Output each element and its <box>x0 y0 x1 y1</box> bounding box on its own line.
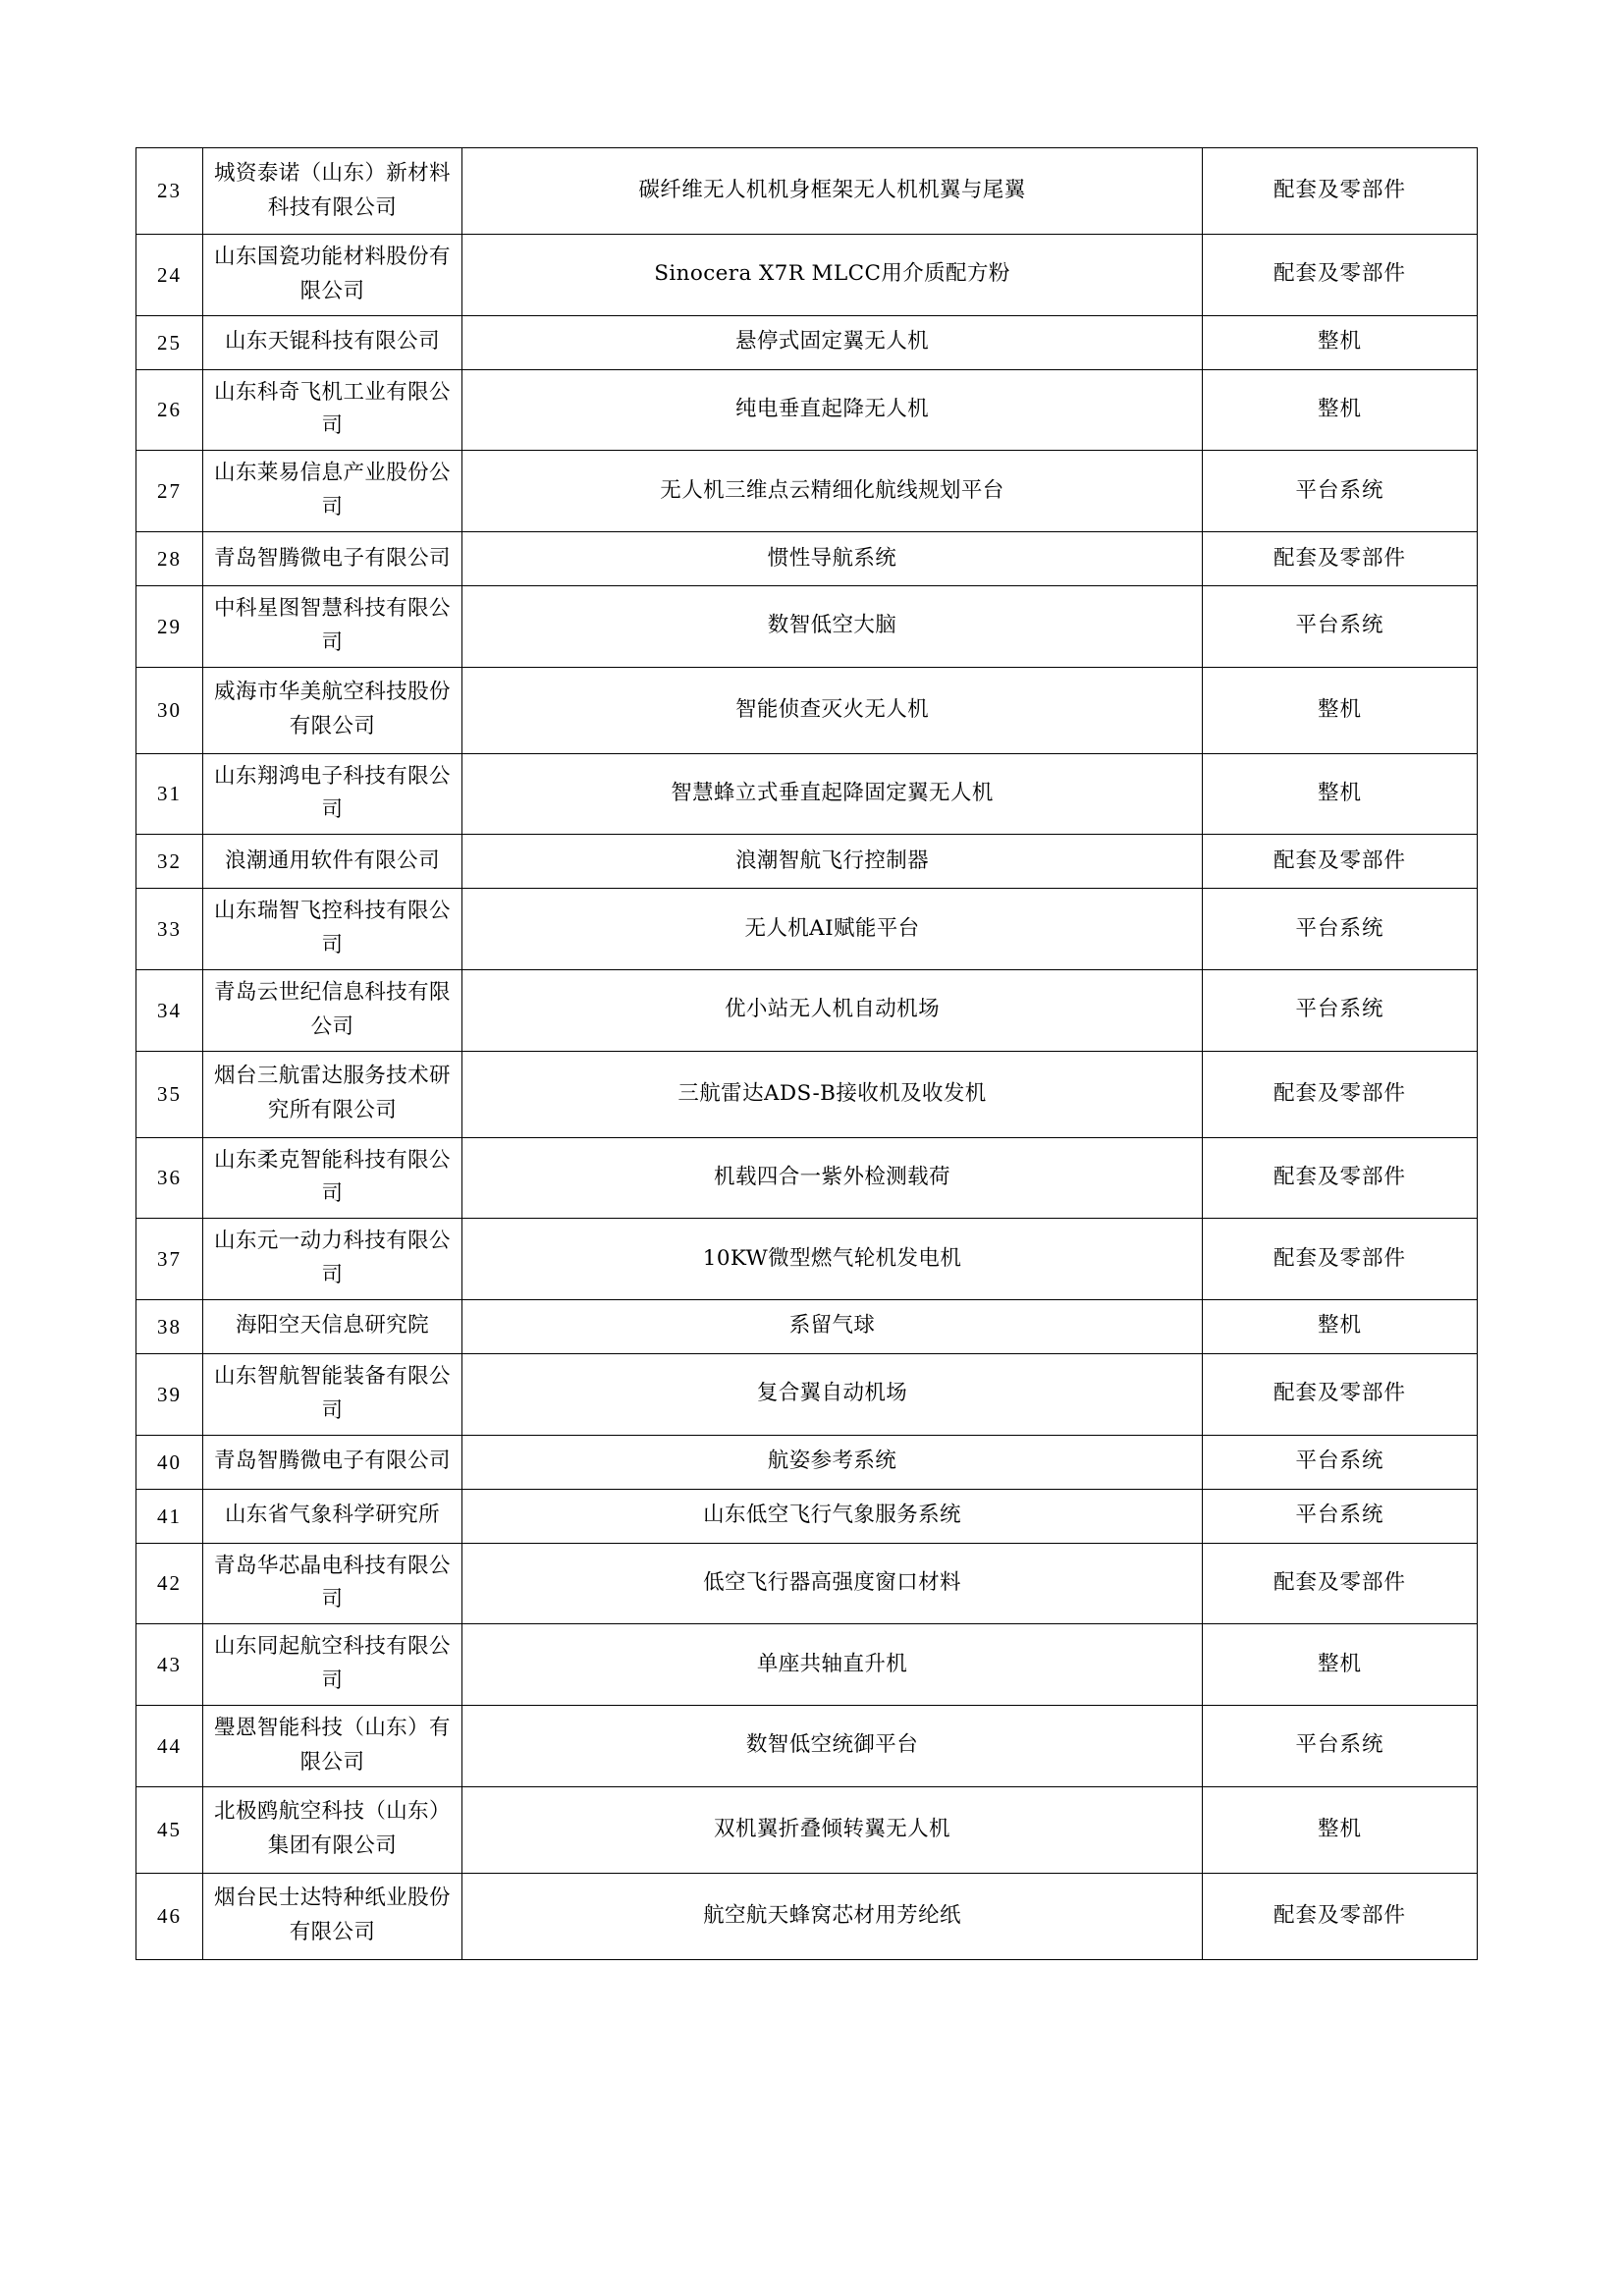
organization-cell: 烟台民士达特种纸业股份有限公司 <box>203 1873 462 1959</box>
row-index-cell: 31 <box>136 753 203 835</box>
product-name-cell: 智能侦查灭火无人机 <box>462 667 1203 753</box>
row-index-cell: 40 <box>136 1435 203 1489</box>
row-index-cell: 45 <box>136 1786 203 1873</box>
product-name-cell: Sinocera X7R MLCC用介质配方粉 <box>462 235 1203 316</box>
organization-cell: 山东省气象科学研究所 <box>203 1489 462 1543</box>
table-row <box>136 1489 1478 1543</box>
row-index-cell: 30 <box>136 667 203 753</box>
product-name-cell: 纯电垂直起降无人机 <box>462 369 1203 451</box>
organization-cell: 山东国瓷功能材料股份有限公司 <box>203 235 462 316</box>
product-name-cell: 浪潮智航飞行控制器 <box>462 835 1203 889</box>
row-index-cell: 32 <box>136 835 203 889</box>
table-row <box>136 835 1478 889</box>
product-category-cell: 配套及零部件 <box>1203 1873 1478 1959</box>
product-name-cell: 惯性导航系统 <box>462 531 1203 585</box>
product-name-cell: 悬停式固定翼无人机 <box>462 315 1203 369</box>
table-row <box>136 1051 1478 1137</box>
product-name-cell: 复合翼自动机场 <box>462 1353 1203 1435</box>
organization-cell: 青岛智腾微电子有限公司 <box>203 1435 462 1489</box>
product-category-cell: 整机 <box>1203 667 1478 753</box>
product-name-cell: 航空航天蜂窝芯材用芳纶纸 <box>462 1873 1203 1959</box>
organization-cell: 青岛华芯晶电科技有限公司 <box>203 1543 462 1624</box>
product-name-cell: 优小站无人机自动机场 <box>462 969 1203 1051</box>
product-name-cell: 智慧蜂立式垂直起降固定翼无人机 <box>462 753 1203 835</box>
product-category-cell: 配套及零部件 <box>1203 1353 1478 1435</box>
product-name-cell: 碳纤维无人机机身框架无人机机翼与尾翼 <box>462 148 1203 235</box>
row-index-cell: 36 <box>136 1137 203 1219</box>
organization-cell: 浪潮通用软件有限公司 <box>203 835 462 889</box>
product-name-cell: 数智低空统御平台 <box>462 1705 1203 1786</box>
organization-cell: 城资泰诺（山东）新材料科技有限公司 <box>203 148 462 235</box>
product-category-cell: 平台系统 <box>1203 969 1478 1051</box>
organization-cell: 山东翔鸿电子科技有限公司 <box>203 753 462 835</box>
organization-cell: 山东科奇飞机工业有限公司 <box>203 369 462 451</box>
organization-cell: 青岛智腾微电子有限公司 <box>203 531 462 585</box>
organization-cell: 山东柔克智能科技有限公司 <box>203 1137 462 1219</box>
product-category-cell: 平台系统 <box>1203 585 1478 667</box>
row-index-cell: 38 <box>136 1299 203 1353</box>
product-category-cell: 平台系统 <box>1203 1489 1478 1543</box>
table-row <box>136 889 1478 970</box>
row-index-cell: 44 <box>136 1705 203 1786</box>
table-row <box>136 235 1478 316</box>
table-row <box>136 969 1478 1051</box>
product-category-cell: 平台系统 <box>1203 451 1478 532</box>
product-category-cell: 配套及零部件 <box>1203 835 1478 889</box>
product-name-cell: 机载四合一紫外检测载荷 <box>462 1137 1203 1219</box>
organization-cell: 青岛云世纪信息科技有限公司 <box>203 969 462 1051</box>
listing-table-container <box>135 147 1477 1960</box>
product-category-cell: 整机 <box>1203 1786 1478 1873</box>
table-row <box>136 1435 1478 1489</box>
table-row <box>136 1705 1478 1786</box>
listing-table <box>135 147 1478 1960</box>
organization-cell: 璺恩智能科技（山东）有限公司 <box>203 1705 462 1786</box>
product-name-cell: 低空飞行器高强度窗口材料 <box>462 1543 1203 1624</box>
organization-cell: 烟台三航雷达服务技术研究所有限公司 <box>203 1051 462 1137</box>
product-name-cell: 山东低空飞行气象服务系统 <box>462 1489 1203 1543</box>
organization-cell: 海阳空天信息研究院 <box>203 1299 462 1353</box>
product-category-cell: 配套及零部件 <box>1203 235 1478 316</box>
product-name-cell: 无人机AI赋能平台 <box>462 889 1203 970</box>
table-row <box>136 1353 1478 1435</box>
row-index-cell: 28 <box>136 531 203 585</box>
organization-cell: 山东智航智能装备有限公司 <box>203 1353 462 1435</box>
product-category-cell: 整机 <box>1203 1299 1478 1353</box>
organization-cell: 威海市华美航空科技股份有限公司 <box>203 667 462 753</box>
table-row <box>136 753 1478 835</box>
product-category-cell: 整机 <box>1203 753 1478 835</box>
product-name-cell: 单座共轴直升机 <box>462 1624 1203 1706</box>
product-name-cell: 系留气球 <box>462 1299 1203 1353</box>
table-row <box>136 585 1478 667</box>
table-row <box>136 1219 1478 1300</box>
product-category-cell: 平台系统 <box>1203 1705 1478 1786</box>
row-index-cell: 46 <box>136 1873 203 1959</box>
listing-table-body <box>136 148 1478 1960</box>
row-index-cell: 34 <box>136 969 203 1051</box>
row-index-cell: 25 <box>136 315 203 369</box>
row-index-cell: 42 <box>136 1543 203 1624</box>
row-index-cell: 26 <box>136 369 203 451</box>
product-category-cell: 整机 <box>1203 1624 1478 1706</box>
organization-cell: 北极鸥航空科技（山东）集团有限公司 <box>203 1786 462 1873</box>
product-name-cell: 三航雷达ADS-B接收机及收发机 <box>462 1051 1203 1137</box>
table-row <box>136 315 1478 369</box>
row-index-cell: 41 <box>136 1489 203 1543</box>
table-row <box>136 1786 1478 1873</box>
organization-cell: 山东瑞智飞控科技有限公司 <box>203 889 462 970</box>
row-index-cell: 35 <box>136 1051 203 1137</box>
table-row <box>136 1624 1478 1706</box>
product-category-cell: 配套及零部件 <box>1203 1137 1478 1219</box>
product-category-cell: 配套及零部件 <box>1203 148 1478 235</box>
table-row <box>136 451 1478 532</box>
product-category-cell: 配套及零部件 <box>1203 531 1478 585</box>
table-row <box>136 1299 1478 1353</box>
row-index-cell: 24 <box>136 235 203 316</box>
organization-cell: 山东元一动力科技有限公司 <box>203 1219 462 1300</box>
product-category-cell: 配套及零部件 <box>1203 1543 1478 1624</box>
row-index-cell: 29 <box>136 585 203 667</box>
product-category-cell: 配套及零部件 <box>1203 1219 1478 1300</box>
table-row <box>136 667 1478 753</box>
product-category-cell: 平台系统 <box>1203 1435 1478 1489</box>
product-category-cell: 配套及零部件 <box>1203 1051 1478 1137</box>
product-category-cell: 整机 <box>1203 369 1478 451</box>
product-category-cell: 整机 <box>1203 315 1478 369</box>
product-category-cell: 平台系统 <box>1203 889 1478 970</box>
row-index-cell: 39 <box>136 1353 203 1435</box>
table-row <box>136 1137 1478 1219</box>
product-name-cell: 无人机三维点云精细化航线规划平台 <box>462 451 1203 532</box>
organization-cell: 山东天锟科技有限公司 <box>203 315 462 369</box>
row-index-cell: 37 <box>136 1219 203 1300</box>
product-name-cell: 航姿参考系统 <box>462 1435 1203 1489</box>
organization-cell: 中科星图智慧科技有限公司 <box>203 585 462 667</box>
product-name-cell: 双机翼折叠倾转翼无人机 <box>462 1786 1203 1873</box>
table-row <box>136 1873 1478 1959</box>
table-row <box>136 531 1478 585</box>
product-name-cell: 数智低空大脑 <box>462 585 1203 667</box>
row-index-cell: 23 <box>136 148 203 235</box>
table-row <box>136 1543 1478 1624</box>
product-name-cell: 10KW微型燃气轮机发电机 <box>462 1219 1203 1300</box>
organization-cell: 山东同起航空科技有限公司 <box>203 1624 462 1706</box>
row-index-cell: 43 <box>136 1624 203 1706</box>
row-index-cell: 33 <box>136 889 203 970</box>
table-row <box>136 148 1478 235</box>
row-index-cell: 27 <box>136 451 203 532</box>
table-row <box>136 369 1478 451</box>
organization-cell: 山东莱易信息产业股份公司 <box>203 451 462 532</box>
